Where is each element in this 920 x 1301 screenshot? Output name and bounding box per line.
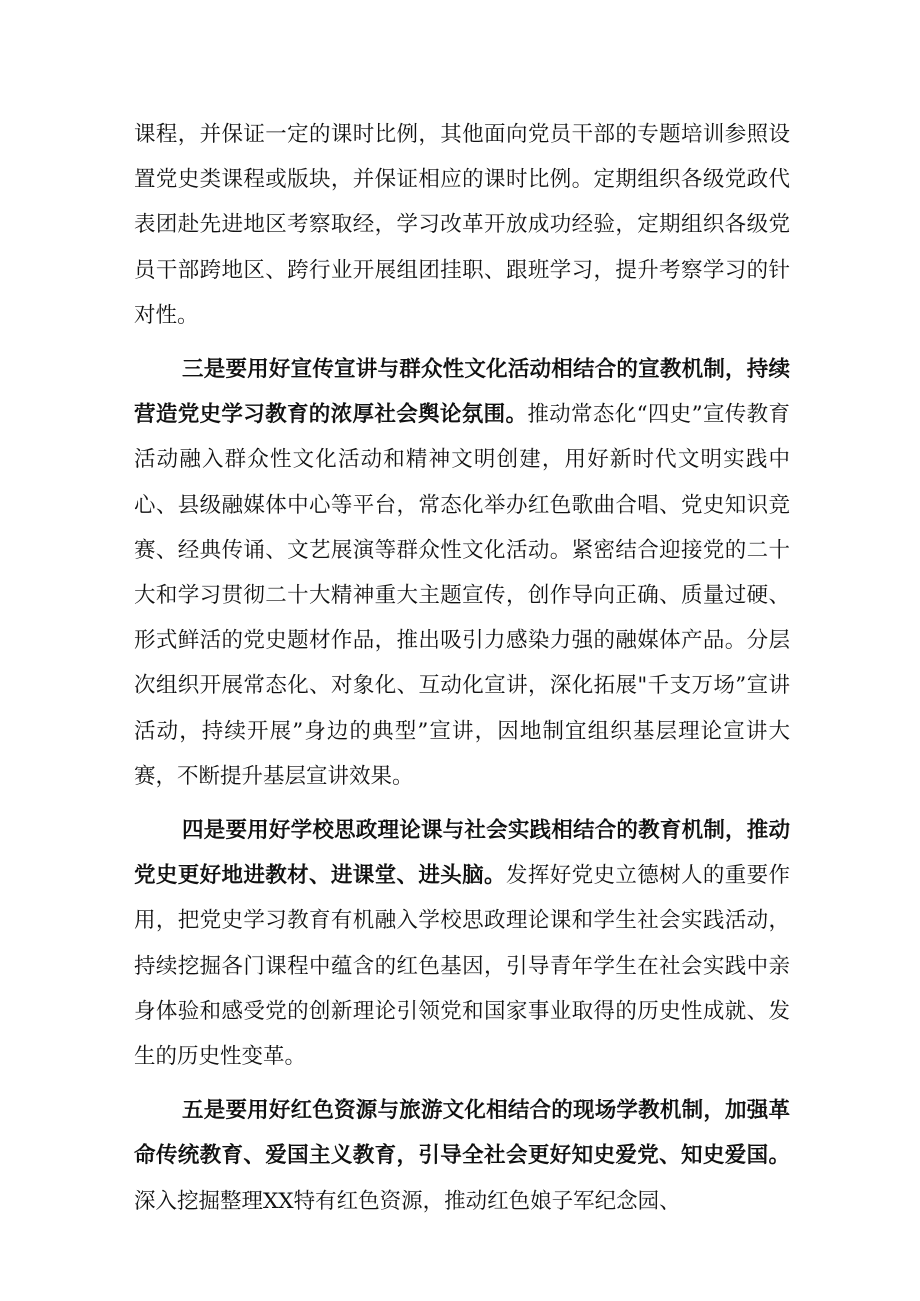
- paragraph-gap: [134, 799, 790, 808]
- paragraph-four: [134, 808, 790, 1079]
- paragraph-body: 发挥好党史立德树人的重要作用，把党史学习教育有机融入学校思政理论课和学生社会实践活动，持续挖掘各门课程中蕴含的红色基因，引导青年学生在社会实践中亲身体验和感受党的创新理论引领党和国家事业取得的历史性成就、发生的历史性变革。: [134, 863, 790, 1070]
- paragraph-lead: 五是要用好红色资源与旅游文化相结合的现场学教机制，加强革命传统教育、爱国主义教育，引导全社会更好知史爱党、知史爱国。: [134, 1098, 790, 1169]
- paragraph-body: 课程，并保证一定的课时比例，其他面向党员干部的专题培训参照设置党史类课程或版块，并保证相应的课时比例。定期组织各级党政代表团赴先进地区考察取经，学习改革开放成功经验，定期组织各级党员干部跨地区、跨行业开展组团挂职、跟班学习，提升考察学习的针对性。: [134, 122, 790, 328]
- paragraph-gap: [134, 1079, 790, 1088]
- paragraph-five: [134, 1088, 790, 1224]
- paragraph-body: 推动常态化“四史”宣传教育活动融入群众性文化活动和精神文明创建，用好新时代文明实践中心、县级融媒体中心等平台，常态化举办红色歌曲合唱、党史知识竞赛、经典传诵、文艺展演等群众性文化活动。紧密结合迎接党的二十大和学习贯彻二十大精神重大主题宣传，创作导向正确、质量过硬、形式鲜活的党史题材作品，推出吸引力感染力强的融媒体产品。分层次组织开展常态化、对象化、互动化宣讲，深化拓展"千支万场”宣讲活动，持续开展”身边的典型”宣讲，因地制宜组织基层理论宣讲大赛，不断提升基层宣讲效果。: [134, 402, 790, 789]
- paragraph-lead: 四是要用好学校思政理论课与社会实践相结合的教育机制，推动党史更好地进教材、进课堂、进头脑。: [134, 818, 790, 889]
- paragraph-gap: [134, 338, 790, 347]
- paragraph-body: 深入挖掘整理XX特有红色资源，推动红色娘子军纪念园、: [134, 1188, 681, 1214]
- paragraph-continuation: [134, 112, 790, 338]
- paragraph-lead: 三是要用好宣传宣讲与群众性文化活动相结合的宣教机制，持续营造党史学习教育的浓厚社会舆论氛围。: [134, 357, 790, 428]
- paragraph-three: [134, 347, 790, 799]
- document-body: [134, 112, 790, 1224]
